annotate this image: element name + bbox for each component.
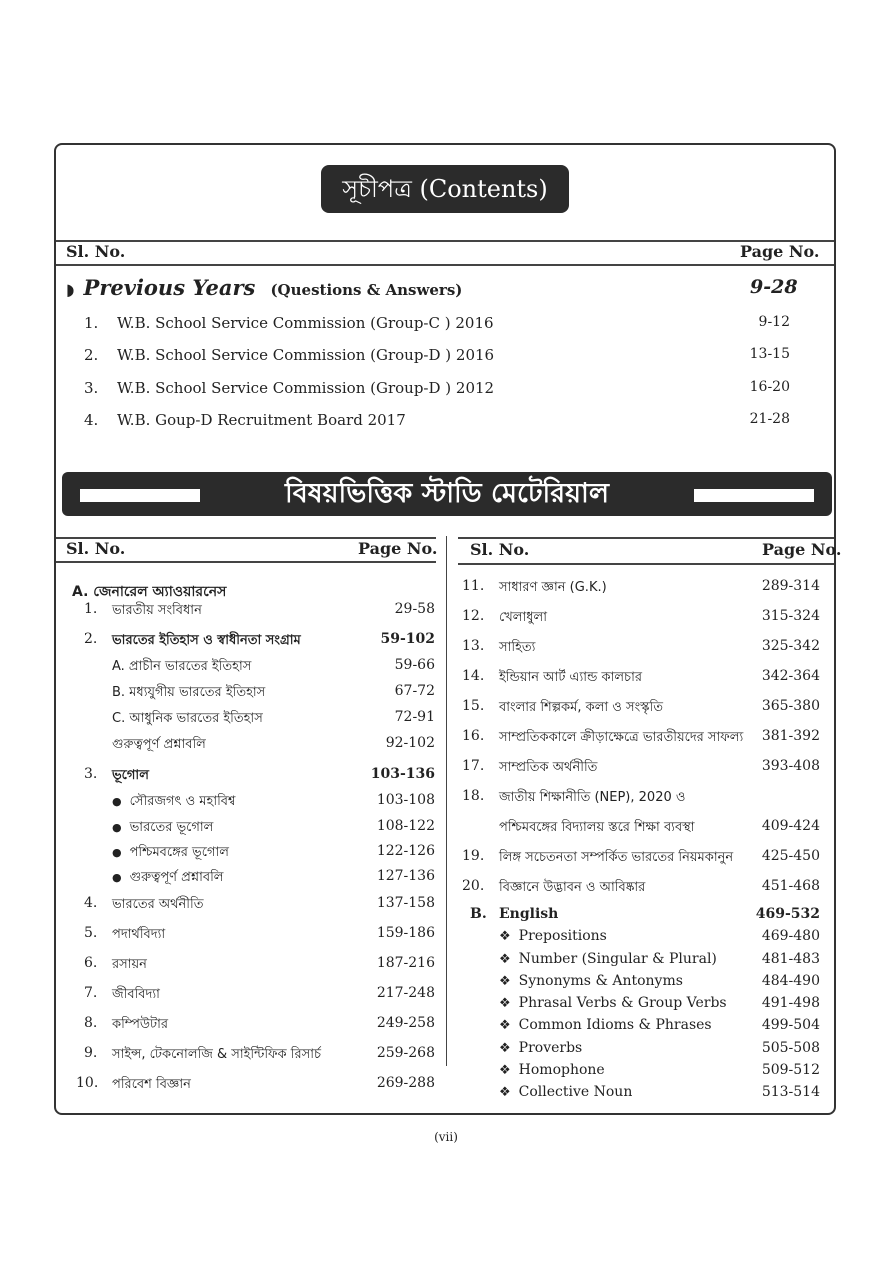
right-row-label: ইন্ডিয়ান আর্ট এ্যান্ড কালচার xyxy=(499,670,642,685)
left-subitem: A. প্রাচীন ভারতের ইতিহাস xyxy=(112,659,252,674)
left-row-page: 59-66 xyxy=(394,657,435,673)
left-bullet-item: ● ভারতের ভূগোল xyxy=(112,818,213,839)
left-bullet-item: ● সৌরজগৎ ও মহাবিশ্ব xyxy=(112,792,235,813)
header-rule-bottom xyxy=(56,264,834,266)
right-row-label: লিঙ্গ সচেতনতা সম্পর্কিত ভারতের নিয়মকানুন xyxy=(499,850,734,865)
left-row-label: পদার্থবিদ্যা xyxy=(112,927,166,942)
previous-years-item-num: 2. xyxy=(84,346,99,364)
right-row-page: 365-380 xyxy=(761,698,820,714)
right-row-page: 289-314 xyxy=(761,578,820,594)
left-row-num: 9. xyxy=(84,1045,98,1061)
previous-years-item-page: 16-20 xyxy=(749,379,790,395)
previous-years-item-page: 13-15 xyxy=(749,346,790,362)
right-row-num: 12. xyxy=(462,608,485,624)
left-row-num: 10. xyxy=(76,1075,99,1091)
right-page-no-header: Page No. xyxy=(762,540,842,559)
right-row-num: 14. xyxy=(462,668,485,684)
previous-years-item-label: W.B. School Service Commission (Group-D ) 2016 xyxy=(117,346,495,364)
column-divider xyxy=(446,536,447,1066)
left-bullet-item: ● পশ্চিমবঙ্গের ভূগোল xyxy=(112,843,229,864)
english-item: ❖ Number (Singular & Plural) xyxy=(499,951,717,967)
page-title: সূচীপত্র (Contents) xyxy=(321,165,569,213)
right-row-label: বিজ্ঞানে উদ্ভাবন ও আবিষ্কার xyxy=(499,880,646,895)
left-row-page: 59-102 xyxy=(380,631,435,647)
left-header-rule-bottom xyxy=(56,561,436,563)
left-bullet-item: ● গুরুত্বপূর্ণ প্রশ্নাবলি xyxy=(112,868,223,889)
banner-title: বিষয়ভিত্তিক স্টাডি মেটেরিয়াল xyxy=(285,478,609,509)
english-item: ❖ Prepositions xyxy=(499,928,607,944)
left-row-num: 2. xyxy=(84,631,98,647)
left-row-label: ভারতীয় সংবিধান xyxy=(112,603,202,618)
previous-years-title: Previous Years xyxy=(83,275,256,300)
study-material-banner xyxy=(62,472,832,516)
right-row-page: 381-392 xyxy=(761,728,820,744)
left-row-page: 67-72 xyxy=(394,683,435,699)
previous-years-item-label: W.B. School Service Commission (Group-C ) 2016 xyxy=(117,314,494,332)
english-item-page: 513-514 xyxy=(761,1084,820,1100)
previous-years-heading xyxy=(66,275,462,300)
right-row-num: 20. xyxy=(462,878,485,894)
left-row-page: 259-268 xyxy=(376,1045,435,1061)
left-row-num: 4. xyxy=(84,895,98,911)
right-row-label: সাম্প্রতিককালে ক্রীড়াক্ষেত্রে ভারতীয়দের সাফল্য xyxy=(499,730,744,745)
right-row-num: 13. xyxy=(462,638,485,654)
left-row-num: 5. xyxy=(84,925,98,941)
right-row-label: সাম্প্রতিক অর্থনীতি xyxy=(499,760,598,775)
right-row-page: 409-424 xyxy=(761,818,820,834)
english-item-page: 469-480 xyxy=(761,928,820,944)
right-row-page: 451-468 xyxy=(761,878,820,894)
right-row-num: 18. xyxy=(462,788,485,804)
page-number-footer: (vii) xyxy=(434,1130,458,1144)
left-subitem: C. আধুনিক ভারতের ইতিহাস xyxy=(112,711,263,726)
left-sl-no-header: Sl. No. xyxy=(66,539,126,558)
right-row-page: 342-364 xyxy=(761,668,820,684)
english-section-num: B. xyxy=(470,906,487,922)
right-row-page: 325-342 xyxy=(761,638,820,654)
right-row-num: 15. xyxy=(462,698,485,714)
left-row-label: কম্পিউটার xyxy=(112,1017,169,1032)
left-row-page: 103-108 xyxy=(376,792,435,808)
english-item: ❖ Proverbs xyxy=(499,1040,582,1056)
english-section-page: 469-532 xyxy=(755,906,820,922)
english-item-page: 505-508 xyxy=(761,1040,820,1056)
left-subitem: গুরুত্বপূর্ণ প্রশ্নাবলি xyxy=(112,737,206,752)
left-row-page: 122-126 xyxy=(376,843,435,859)
english-item: ❖ Phrasal Verbs & Group Verbs xyxy=(499,995,727,1011)
triangle-marker-icon: ◗ xyxy=(66,280,75,299)
left-row-num: 3. xyxy=(84,766,98,782)
english-item-page: 509-512 xyxy=(761,1062,820,1078)
header-rule-top xyxy=(56,240,834,242)
right-row-label: খেলাধুলা xyxy=(499,610,548,625)
left-row-page: 137-158 xyxy=(376,895,435,911)
left-row-page: 92-102 xyxy=(385,735,435,751)
left-row-page: 103-136 xyxy=(370,766,435,782)
left-row-page: 217-248 xyxy=(376,985,435,1001)
sl-no-header: Sl. No. xyxy=(66,242,126,261)
left-row-page: 159-186 xyxy=(376,925,435,941)
english-section-label: English xyxy=(499,906,559,922)
right-header-rule-bottom xyxy=(458,563,834,565)
left-row-page: 269-288 xyxy=(376,1075,435,1091)
right-row-label: পশ্চিমবঙ্গের বিদ্যালয় স্তরে শিক্ষা ব্যবস্থা xyxy=(499,820,695,835)
left-row-label: ভারতের ইতিহাস ও স্বাধীনতা সংগ্রাম xyxy=(112,633,301,648)
previous-years-subtitle: (Questions & Answers) xyxy=(270,281,463,299)
right-row-page: 315-324 xyxy=(761,608,820,624)
left-row-page: 127-136 xyxy=(376,868,435,884)
english-item: ❖ Homophone xyxy=(499,1062,605,1078)
previous-years-item-num: 3. xyxy=(84,379,99,397)
right-row-page: 393-408 xyxy=(761,758,820,774)
left-row-page: 29-58 xyxy=(394,601,435,617)
previous-years-item-num: 1. xyxy=(84,314,99,332)
left-row-label: ভূগোল xyxy=(112,768,149,783)
right-row-num: 11. xyxy=(462,578,485,594)
english-item: ❖ Common Idioms & Phrases xyxy=(499,1017,712,1033)
left-row-num: 8. xyxy=(84,1015,98,1031)
page-no-header: Page No. xyxy=(740,242,820,261)
english-item: ❖ Collective Noun xyxy=(499,1084,632,1100)
left-row-page: 187-216 xyxy=(376,955,435,971)
right-row-num: 19. xyxy=(462,848,485,864)
english-item-page: 499-504 xyxy=(761,1017,820,1033)
english-item-page: 484-490 xyxy=(761,973,820,989)
left-row-num: 7. xyxy=(84,985,98,1001)
left-page-no-header: Page No. xyxy=(358,539,438,558)
right-row-label: জাতীয় শিক্ষানীতি (NEP), 2020 ও xyxy=(499,790,686,805)
right-row-label: সাধারণ জ্ঞান (G.K.) xyxy=(499,580,607,595)
left-row-num: 1. xyxy=(84,601,98,617)
left-row-page: 108-122 xyxy=(376,818,435,834)
right-row-label: সাহিত্য xyxy=(499,640,536,655)
right-row-num: 17. xyxy=(462,758,485,774)
left-row-label: ভারতের অর্থনীতি xyxy=(112,897,204,912)
left-row-label: পরিবেশ বিজ্ঞান xyxy=(112,1077,191,1092)
left-row-label: সাইন্স, টেকনোলজি & সাইন্টিফিক রিসার্চ xyxy=(112,1047,322,1062)
right-row-page: 425-450 xyxy=(761,848,820,864)
english-item-page: 481-483 xyxy=(761,951,820,967)
left-row-page: 72-91 xyxy=(394,709,435,725)
previous-years-item-page: 21-28 xyxy=(749,411,790,427)
english-item-page: 491-498 xyxy=(761,995,820,1011)
previous-years-item-label: W.B. School Service Commission (Group-D ) 2012 xyxy=(117,379,495,397)
previous-years-item-label: W.B. Goup-D Recruitment Board 2017 xyxy=(117,411,406,429)
left-row-page: 249-258 xyxy=(376,1015,435,1031)
left-row-label: জীববিদ্যা xyxy=(112,987,160,1002)
left-row-num: 6. xyxy=(84,955,98,971)
right-sl-no-header: Sl. No. xyxy=(470,540,530,559)
left-subitem: B. মধ্যযুগীয় ভারতের ইতিহাস xyxy=(112,685,266,700)
right-header-rule-top xyxy=(458,537,834,539)
previous-years-item-num: 4. xyxy=(84,411,99,429)
left-section-heading: A. জেনারেল অ্যাওয়ারনেস xyxy=(72,584,227,600)
right-row-label: বাংলার শিল্পকর্ম, কলা ও সংস্কৃতি xyxy=(499,700,664,715)
previous-years-item-page: 9-12 xyxy=(758,314,790,330)
left-row-label: রসায়ন xyxy=(112,957,147,972)
previous-years-range: 9-28 xyxy=(750,276,798,298)
right-row-num: 16. xyxy=(462,728,485,744)
english-item: ❖ Synonyms & Antonyms xyxy=(499,973,683,989)
